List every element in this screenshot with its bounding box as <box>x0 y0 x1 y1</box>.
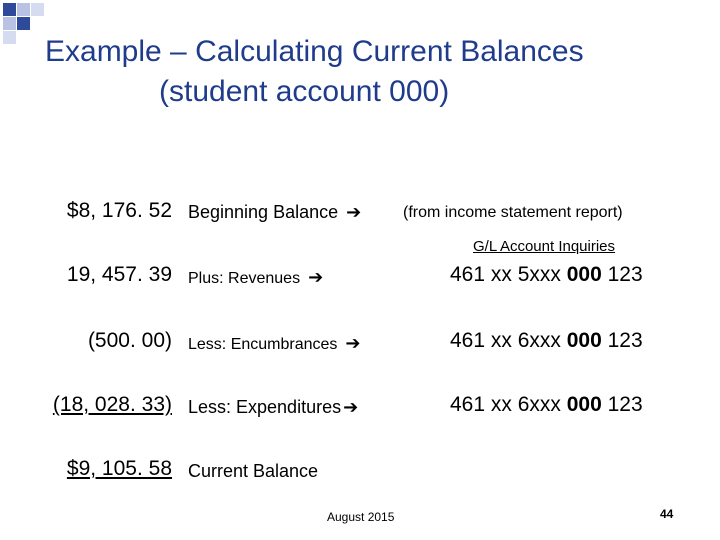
revenues-amount: 19, 457. 39 <box>66 263 172 286</box>
expenditures-label <box>188 394 358 420</box>
decor-square <box>31 3 44 16</box>
decor-square <box>3 31 16 44</box>
expenditures-amount: (18, 028. 33) <box>52 393 172 416</box>
gl-account-inquiries-heading: G/L Account Inquiries <box>473 238 616 255</box>
decor-square <box>17 3 30 16</box>
expenditures-account-number <box>450 392 643 418</box>
right-arrow-icon: ➔ <box>345 333 361 353</box>
encumbrances-label <box>188 330 361 358</box>
account-fund: 000 <box>566 393 602 416</box>
row-label: Beginning Balance <box>188 202 339 222</box>
account-prefix: 461 xx 6xxx <box>450 329 567 352</box>
encumbrances-account-number <box>450 328 643 354</box>
decor-square <box>3 17 16 30</box>
title-line-1: Example – Calculating Current Balances <box>45 35 584 68</box>
account-prefix: 461 xx 5xxx <box>450 263 567 286</box>
footer-date: August 2015 <box>327 510 395 524</box>
account-suffix: 123 <box>601 393 643 416</box>
row-label: Plus: Revenues <box>188 270 301 287</box>
source-note: (from income statement report) <box>403 204 623 221</box>
revenues-account-number <box>450 262 643 288</box>
row-label: Less: Encumbrances <box>188 336 338 353</box>
right-arrow-icon: ➔ <box>346 202 362 222</box>
account-fund: 000 <box>566 263 602 286</box>
right-arrow-icon: ➔ <box>343 397 359 417</box>
encumbrances-amount: (500. 00) <box>87 329 172 352</box>
account-prefix: 461 xx 6xxx <box>450 393 567 416</box>
account-suffix: 123 <box>601 329 643 352</box>
decor-square <box>3 3 16 16</box>
revenues-label <box>188 264 323 292</box>
right-arrow-icon: ➔ <box>308 267 324 287</box>
account-fund: 000 <box>566 329 602 352</box>
row-label: Less: Expenditures <box>188 397 342 417</box>
current-balance-label: Current Balance <box>188 461 319 481</box>
title-line-2: (student account 000) <box>159 75 450 108</box>
slide-title <box>45 32 705 112</box>
page-number: 44 <box>660 507 674 521</box>
decor-square <box>17 17 30 30</box>
beginning-balance-label <box>188 199 361 225</box>
current-balance-amount: $9, 105. 58 <box>66 457 172 480</box>
beginning-balance-amount: $8, 176. 52 <box>66 199 172 222</box>
account-suffix: 123 <box>601 263 643 286</box>
